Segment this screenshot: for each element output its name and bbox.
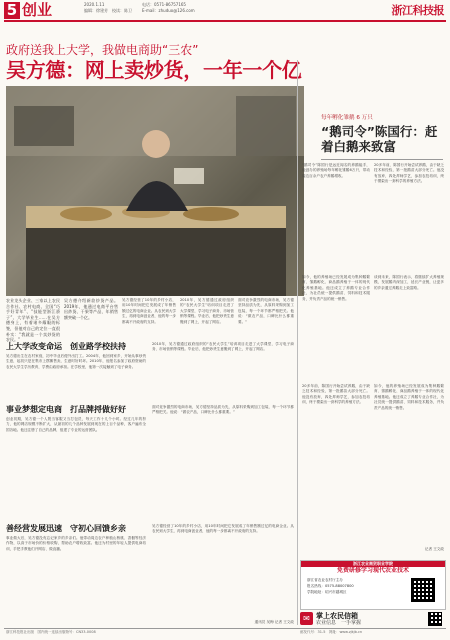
lead-col2: 2010年，吴方德通过政府组织的“农民大学生”培训项目走进了大学课堂，学习电子商务、市场营销等课程。毕业后，他把炒货生意搬到了网上，开起了网店。 xyxy=(180,298,234,324)
subhead-1: 上大学改变命运 创业路学校扶持 xyxy=(6,342,126,351)
side-body-3: 如今，他的养殖场已经发展成为集种鹅繁育、雏鹅孵化、商品鹅养殖于一体的现代化养殖基地。他还成立了养鹅专业合作社，为社员统一提供鹅苗、饲料和技术服务，并负责产品的统一销售。 xyxy=(302,275,370,301)
side-body-2: 20多年前，陈国行开始尝试养鹅，由于缺乏技术和经验，第一批鹅苗大部分死亡。他没有放弃，四处拜师学艺，参加农技培训，终于摸索出一套科学的养殖方法。 xyxy=(374,163,444,184)
section-name: 创业 xyxy=(22,1,53,19)
footer-left: 浙江科技报社出版 国内统一连续出版物号：CN33-0008 xyxy=(6,630,96,634)
side-body-6: 如今，他的养殖场已经发展成为集种鹅繁育、雏鹅孵化、商品鹅养殖于一体的现代化养殖基地。他还成立了养鹅专业合作社，为社员统一提供鹅苗、饲料和技术服务，并负责产品的统一销售。 xyxy=(374,384,444,410)
lead-headline: 吴方德：网上卖炒货，一年一个亿 xyxy=(6,58,302,82)
sub1-body: 吴方德出生在农村家庭，初中毕业后便外出打工。2004年，他回到家乡，开始从事炒货生意，起初只是在集市上摆摊售卖，生意时好时坏。2010年，他报名参加了政府资助的农民大学生学历教育，学费由政府承担。在学校里，他第一次接触到了电子商务。 xyxy=(6,354,146,369)
ad-line-2: 报名热线：0575-88007800 xyxy=(307,584,354,588)
lead-col1-continued: 吴方德经营了10年的乡村小店，用10年时间把它发展成了年销售额过亿的电商企业。从农民到大学生，再到电商创业者，他的每一步都离不开政府的支持。 xyxy=(152,524,294,534)
ad-line-1: 浙江省农业农村厅主办 xyxy=(307,578,343,582)
email-line: E-mail：zhuduo@126.com xyxy=(142,8,195,13)
subhead-3: 善经营发展迅速 守初心回馈乡亲 xyxy=(6,524,126,533)
ad-box xyxy=(300,560,446,610)
side-body-4: 谈到未来，陈国行表示，将继续扩大养殖规模，发展鹅肉深加工，延长产业链，让更多的乡亲通过养鹅走上致富路。 xyxy=(374,275,444,290)
lead-col3-continued: 面对竞争激烈的电商市场，吴方德坚持品质为先，从原料采购到加工包装，每一个环节都严格把关。他说：“做农产品，口碑比什么都重要。” xyxy=(152,405,294,415)
promo-qr-code[interactable] xyxy=(428,612,442,626)
side-byline: 记者 王文政 xyxy=(424,547,444,551)
lead-col1: 吴方德经营了10年的乡村小店，用10年时间把它发展成了年销售额过亿的电商企业。从农民到大学生，再到电商创业者，他的每一步都离不开政府的支持。 xyxy=(122,298,176,324)
side-headline: “鹅司令”陈国行：赶着白鹅来致富 xyxy=(321,124,438,154)
mail-icon: ✉ xyxy=(300,612,313,625)
newspaper-logo: 浙江科技报 xyxy=(391,4,444,17)
lead-photo xyxy=(6,86,304,296)
phone-line: 电话：0571-86757165 xyxy=(142,2,186,7)
lead-col3: 面对竞争激烈的电商市场，吴方德坚持品质为先，从原料采购到加工包装，每一个环节都严格把关。他说：“做农产品，口碑比什么都重要。” xyxy=(238,298,294,324)
issue-date: 2020.1.11 xyxy=(84,2,105,7)
photo-caption: 吴方德介绍新款炒货产品。2019年，他通过电商平台售出炒货、干果等产品，年销售额突破一个亿。 xyxy=(64,298,118,320)
photo-scene xyxy=(6,86,304,296)
footer-rule xyxy=(4,628,446,629)
side-body-5: 20多年前，陈国行开始尝试养鹅，由于缺乏技术和经验，第一批鹅苗大部分死亡。他没有放弃，四处拜师学艺，参加农技培训，终于摸索出一套科学的养殖方法。 xyxy=(302,384,370,405)
promo-bar xyxy=(300,612,446,627)
ad-qr-code[interactable] xyxy=(411,578,435,602)
ad-title: 浙江农业商贸职业学院 xyxy=(353,561,393,566)
subhead-2: 事业梦想定电商 打品牌捋做好好 xyxy=(6,405,126,414)
promo-slogan: 农业信息 一手掌握 xyxy=(316,620,362,626)
ad-subtitle: 免费研修学习现代农业技术 xyxy=(336,567,409,574)
side-rule xyxy=(321,159,443,160)
side-kicker: 每年孵化雏鹅 6 万只 xyxy=(321,115,373,121)
lead-byline: 通讯员 吴梅 记者 王文政 xyxy=(254,620,294,624)
sub2-body: 创业初期，吴方德一个人既当客服又当打包员，每天工作十几个小时。经过几年的努力，他的网店规模不断扩大，从最初的几个品种发展到现在的上百个品种，客户遍布全国各地。他还注册了自己的品牌，组建了专业的运营团队。 xyxy=(6,417,146,432)
lead-intro: 农业龙头企业、三家以上农民合作社、农村电商、全国“巧手好青年”、“技能型浙江骄子”、大学毕业生……在吴方德身上，有着诸多耀眼的标签，但他对自己的定位一直很朴实：“我就是一个卖炒货的农民。” xyxy=(6,298,60,343)
editor-line: 编辑：徐建芳 校读：陈卫 xyxy=(84,8,132,13)
lead-col2-continued: 2010年，吴方德通过政府组织的“农民大学生”培训项目走进了大学课堂，学习电子商务、市场营销等课程。毕业后，他把炒货生意搬到了网上，开起了网店。 xyxy=(152,342,294,352)
page-number: 5 xyxy=(4,2,20,19)
header-rule xyxy=(4,20,446,22)
column-divider xyxy=(297,60,298,625)
footer-right: 邮发代号：31-5 网址：www.zjkjb.cn xyxy=(300,630,363,634)
sub3-body: 事业做大后，吴方德没有忘记家乡的乡亲们。他带动周边农户种植山核桃、香榧等经济作物，以高于市场价的价格收购，帮助农户增收致富。他还为村里的年轻人提供电商培训，手把手教他们开网店、做直播。 xyxy=(6,536,146,551)
side-body-1: “鹅司令”陈国行是远近闻名的养鹅能手，他创办的养殖场每年孵化雏鹅6万只，带动周边百余户农户养鹅增收。 xyxy=(302,163,370,178)
lead-kicker: 政府送我上大学，我做电商助“三农” xyxy=(6,43,199,57)
promo-title: 掌上农民信箱 xyxy=(316,612,358,620)
ad-line-3: 学院地址：绍兴市越城区 xyxy=(307,590,347,594)
